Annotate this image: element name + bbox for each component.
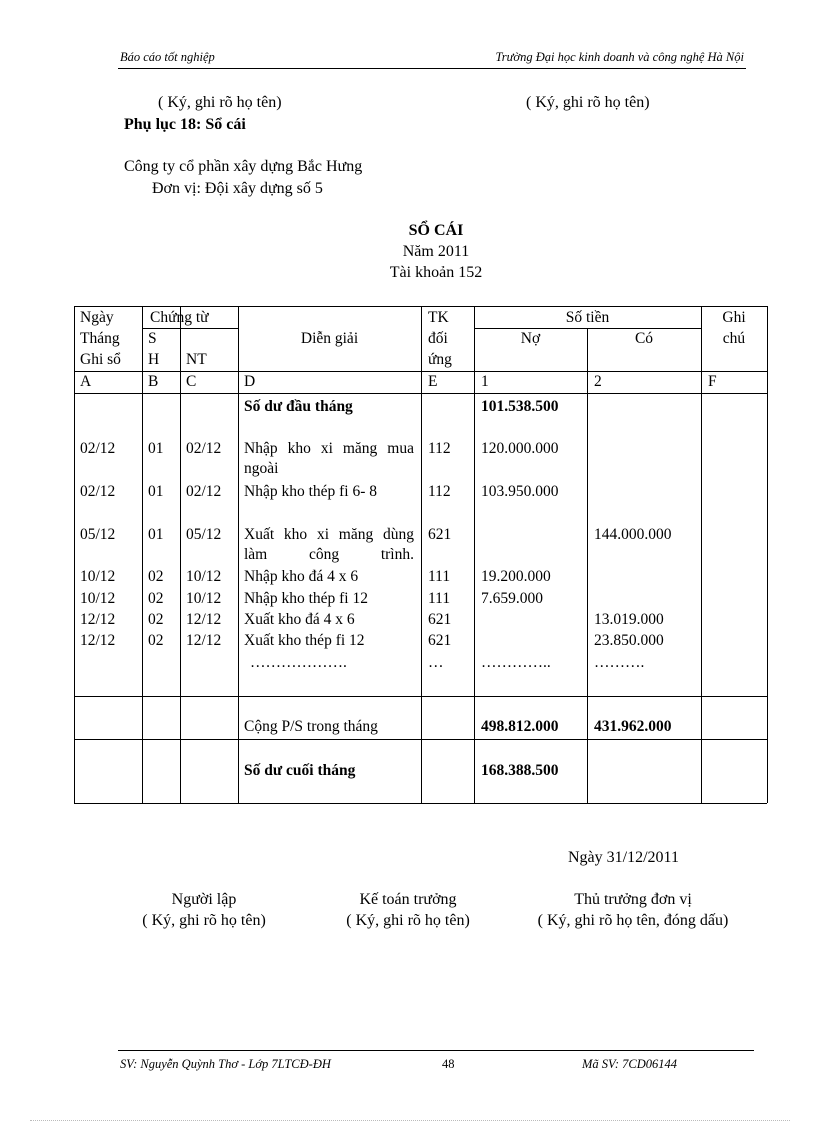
col-line [238, 306, 239, 803]
top-signature-left: ( Ký, ghi rõ họ tên) [158, 94, 282, 111]
row-debit: 19.200.000 [481, 568, 551, 585]
ledger-year: Năm 2011 [402, 243, 470, 260]
row-sh: 01 [148, 526, 164, 543]
row-nt: 12/12 [186, 611, 222, 628]
header-account-line2: đối [428, 330, 448, 347]
row-date: 12/12 [80, 632, 116, 649]
row-nt: 02/12 [186, 440, 222, 457]
row-credit: 13.019.000 [594, 611, 664, 628]
row-account: 112 [428, 440, 451, 457]
header-sh-line2: H [148, 351, 160, 368]
row-credit: 23.850.000 [594, 632, 664, 649]
table-border-bottom [74, 803, 767, 804]
row-date: 12/12 [80, 611, 116, 628]
row-account: 621 [428, 632, 452, 649]
row-debit: 120.000.000 [481, 440, 559, 457]
code-cell: D [244, 373, 256, 390]
col-line [701, 306, 702, 803]
header-right: Trường Đại học kinh doanh và công nghệ Hà Nội [495, 50, 744, 64]
row-account: 111 [428, 568, 451, 585]
col-line [474, 306, 475, 803]
header-account-line3: ứng [428, 351, 452, 368]
header-note-line1: Ghi [722, 309, 746, 326]
ledger-account: Tài khoản 152 [389, 264, 483, 281]
header-voucher: Chứng từ [150, 309, 209, 326]
unit-name: Đơn vị: Đội xây dựng số 5 [152, 180, 323, 197]
signer-title: Thủ trưởng đơn vị [574, 891, 692, 908]
row-sh: 02 [148, 611, 164, 628]
row-account: 112 [428, 483, 451, 500]
totals-credit: 431.962.000 [594, 718, 672, 735]
row-date: 02/12 [80, 440, 116, 457]
row-sh: 02 [148, 632, 164, 649]
footer-student: SV: Nguyễn Quỳnh Thơ - Lớp 7LTCĐ-ĐH [120, 1057, 331, 1071]
company-name: Công ty cổ phần xây dựng Bắc Hưng [124, 158, 363, 175]
header-note-line2: chú [722, 330, 746, 347]
row-description: Nhập kho thép fi 6- 8 [244, 483, 378, 500]
row-description: Nhập kho xi măng mua ngoài [244, 440, 414, 477]
ellipsis-description: ………………. [250, 654, 347, 671]
row-sh: 01 [148, 440, 164, 457]
row-description: Nhập kho đá 4 x 6 [244, 568, 359, 585]
appendix-title: Phụ lục 18: Sổ cái [124, 116, 246, 133]
date-line: Ngày 31/12/2011 [568, 849, 679, 866]
header-amount: Số tiền [565, 309, 610, 326]
row-debit: 103.950.000 [481, 483, 559, 500]
header-left: Báo cáo tốt nghiệp [120, 50, 215, 64]
opening-balance-label: Số dư đầu tháng [244, 398, 353, 415]
row-sh: 02 [148, 590, 164, 607]
header-date-line3: Ghi sổ [80, 351, 121, 368]
code-cell: C [186, 373, 197, 390]
totals-label: Cộng P/S trong tháng [244, 718, 378, 735]
row-description: Xuất kho đá 4 x 6 [244, 611, 355, 628]
code-cell: 2 [594, 373, 602, 390]
totals-bottom-line [74, 739, 767, 740]
header-rule [118, 68, 746, 69]
row-nt: 05/12 [186, 526, 222, 543]
signer-note: ( Ký, ghi rõ họ tên, đóng dấu) [537, 912, 729, 929]
code-cell: B [148, 373, 159, 390]
footer-student-id: Mã SV: 7CD06144 [582, 1057, 678, 1071]
header-nt: NT [186, 351, 207, 368]
row-debit: 7.659.000 [481, 590, 543, 607]
ledger-table [74, 306, 767, 803]
codes-bottom-line [74, 393, 767, 394]
totals-debit: 498.812.000 [481, 718, 559, 735]
code-cell: E [428, 373, 438, 390]
col-line [142, 306, 143, 803]
code-cell: F [708, 373, 717, 390]
row-nt: 02/12 [186, 483, 222, 500]
col-line [767, 306, 768, 803]
row-nt: 10/12 [186, 568, 222, 585]
row-date: 10/12 [80, 568, 116, 585]
ellipsis-account: … [428, 654, 444, 671]
header-sh-line1: S [148, 330, 157, 347]
row-sh: 02 [148, 568, 164, 585]
closing-balance-debit: 168.388.500 [481, 762, 559, 779]
page-number: 48 [442, 1057, 455, 1071]
code-cell: 1 [481, 373, 489, 390]
row-sh: 01 [148, 483, 164, 500]
ellipsis-credit: ………. [594, 654, 645, 671]
row-description: Xuất kho xi măng dùng làm công trình. [244, 526, 414, 563]
signer-note: ( Ký, ghi rõ họ tên) [142, 912, 266, 929]
header-bottom-line [74, 371, 767, 372]
header-debit: Nợ [520, 330, 541, 347]
header-account-line1: TK [428, 309, 449, 326]
row-date: 02/12 [80, 483, 116, 500]
signer-title: Kế toán trưởng [359, 891, 457, 908]
closing-balance-label: Số dư cuối tháng [244, 762, 356, 779]
header-description: Diễn giải [300, 330, 359, 347]
ellipsis-debit: ………….. [481, 654, 551, 671]
row-nt: 12/12 [186, 632, 222, 649]
col-line [180, 306, 181, 803]
row-date: 10/12 [80, 590, 116, 607]
row-description: Xuất kho thép fi 12 [244, 632, 365, 649]
row-account: 111 [428, 590, 451, 607]
ledger-title: SỔ CÁI [408, 222, 464, 239]
top-signature-right: ( Ký, ghi rõ họ tên) [526, 94, 650, 111]
opening-balance-debit: 101.538.500 [481, 398, 559, 415]
code-cell: A [80, 373, 92, 390]
page-edge-dotted-line [30, 1120, 790, 1121]
header-date-line1: Ngày [80, 309, 114, 326]
col-line [421, 306, 422, 803]
row-nt: 10/12 [186, 590, 222, 607]
col-line [74, 306, 75, 803]
row-credit: 144.000.000 [594, 526, 672, 543]
row-account: 621 [428, 611, 452, 628]
footer-rule [118, 1050, 754, 1051]
row-date: 05/12 [80, 526, 116, 543]
header-date-line2: Tháng [80, 330, 120, 347]
header-credit: Có [634, 330, 654, 347]
signer-title: Người lập [171, 891, 237, 908]
totals-top-line [74, 696, 767, 697]
row-account: 621 [428, 526, 452, 543]
row-description: Nhập kho thép fi 12 [244, 590, 368, 607]
col-line [587, 328, 588, 803]
signer-note: ( Ký, ghi rõ họ tên) [346, 912, 470, 929]
